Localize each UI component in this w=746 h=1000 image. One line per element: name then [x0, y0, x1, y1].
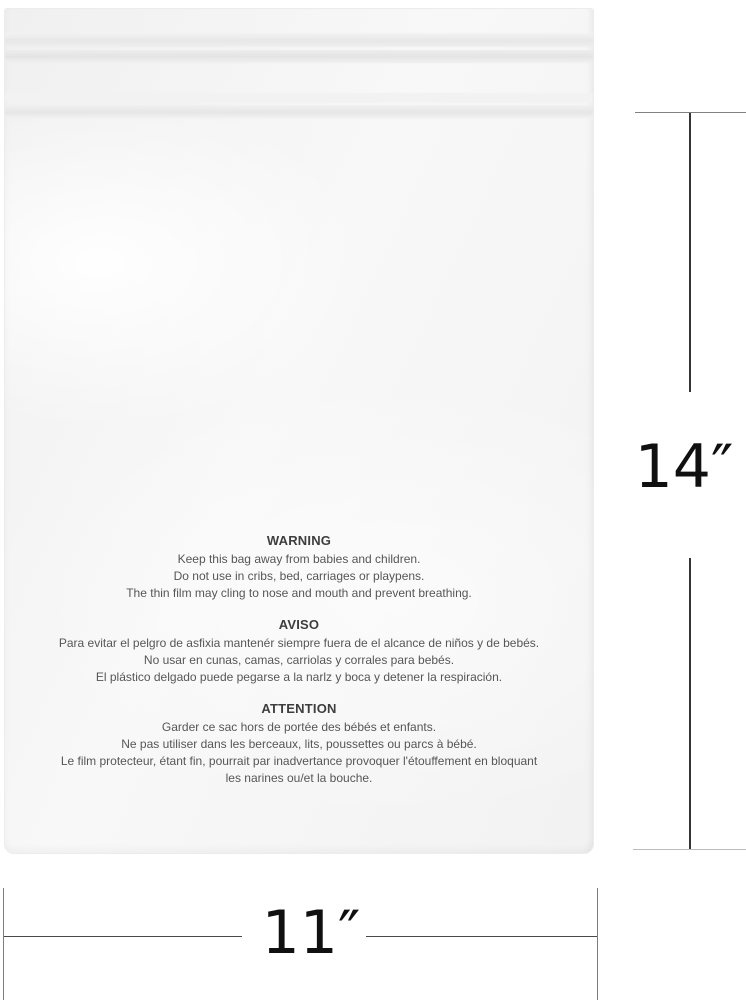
- warning-section-french: [15, 701, 583, 787]
- width-dimension-left-tick: [3, 888, 4, 1000]
- width-dimension-label: 11″: [261, 898, 361, 968]
- poly-bag: [4, 8, 594, 854]
- bag-flap-edge-band: [5, 50, 593, 63]
- bag-seal-highlight-band: [5, 93, 593, 103]
- suffocation-warning-label: [5, 533, 593, 802]
- warning-line-french-4: les narines ou/et la bouche.: [225, 771, 373, 785]
- bag-flap-fold-band: [5, 33, 593, 47]
- warning-line-english-1: Keep this bag away from babies and children.: [177, 552, 421, 566]
- height-dimension-upper-line: [689, 113, 691, 392]
- width-dimension-left-line: [4, 936, 242, 937]
- warning-line-french-3: Le film protecteur, étant fin, pourrait par inadvertance provoquer l'étouffement en bloquant: [60, 754, 538, 768]
- warning-title-english: WARNING: [266, 533, 332, 548]
- warning-line-english-3: The thin film may cling to nose and mouth and prevent breathing.: [126, 586, 472, 600]
- height-dimension-bottom-tick: [633, 849, 746, 850]
- height-dimension-lower-line: [689, 558, 691, 849]
- warning-line-spanish-3: El plástico delgado puede pegarse a la narlz y boca y detener la respiración.: [95, 670, 503, 684]
- warning-line-french-1: Garder ce sac hors de portée des bébés et enfants.: [161, 720, 437, 734]
- warning-title-french: ATTENTION: [261, 701, 337, 716]
- warning-section-english: [15, 533, 583, 602]
- height-dimension-label: 14″: [634, 432, 734, 502]
- warning-line-spanish-2: No usar en cunas, camas, carriolas y corrales para bebés.: [143, 653, 455, 667]
- width-dimension-right-line: [366, 936, 597, 937]
- width-dimension-right-tick: [597, 888, 598, 1000]
- warning-line-spanish-1: Para evitar el pelgro de asfixia mantenér siempre fuera de el alcance de niños y de bebés.: [58, 636, 540, 650]
- warning-title-spanish: AVISO: [278, 617, 320, 632]
- warning-section-spanish: [15, 617, 583, 686]
- warning-line-french-2: Ne pas utiliser dans les berceaux, lits, poussettes ou parcs à bébé.: [121, 737, 477, 751]
- warning-line-english-2: Do not use in cribs, bed, carriages or playpens.: [173, 569, 425, 583]
- bag-zipper-seal-band: [5, 105, 593, 119]
